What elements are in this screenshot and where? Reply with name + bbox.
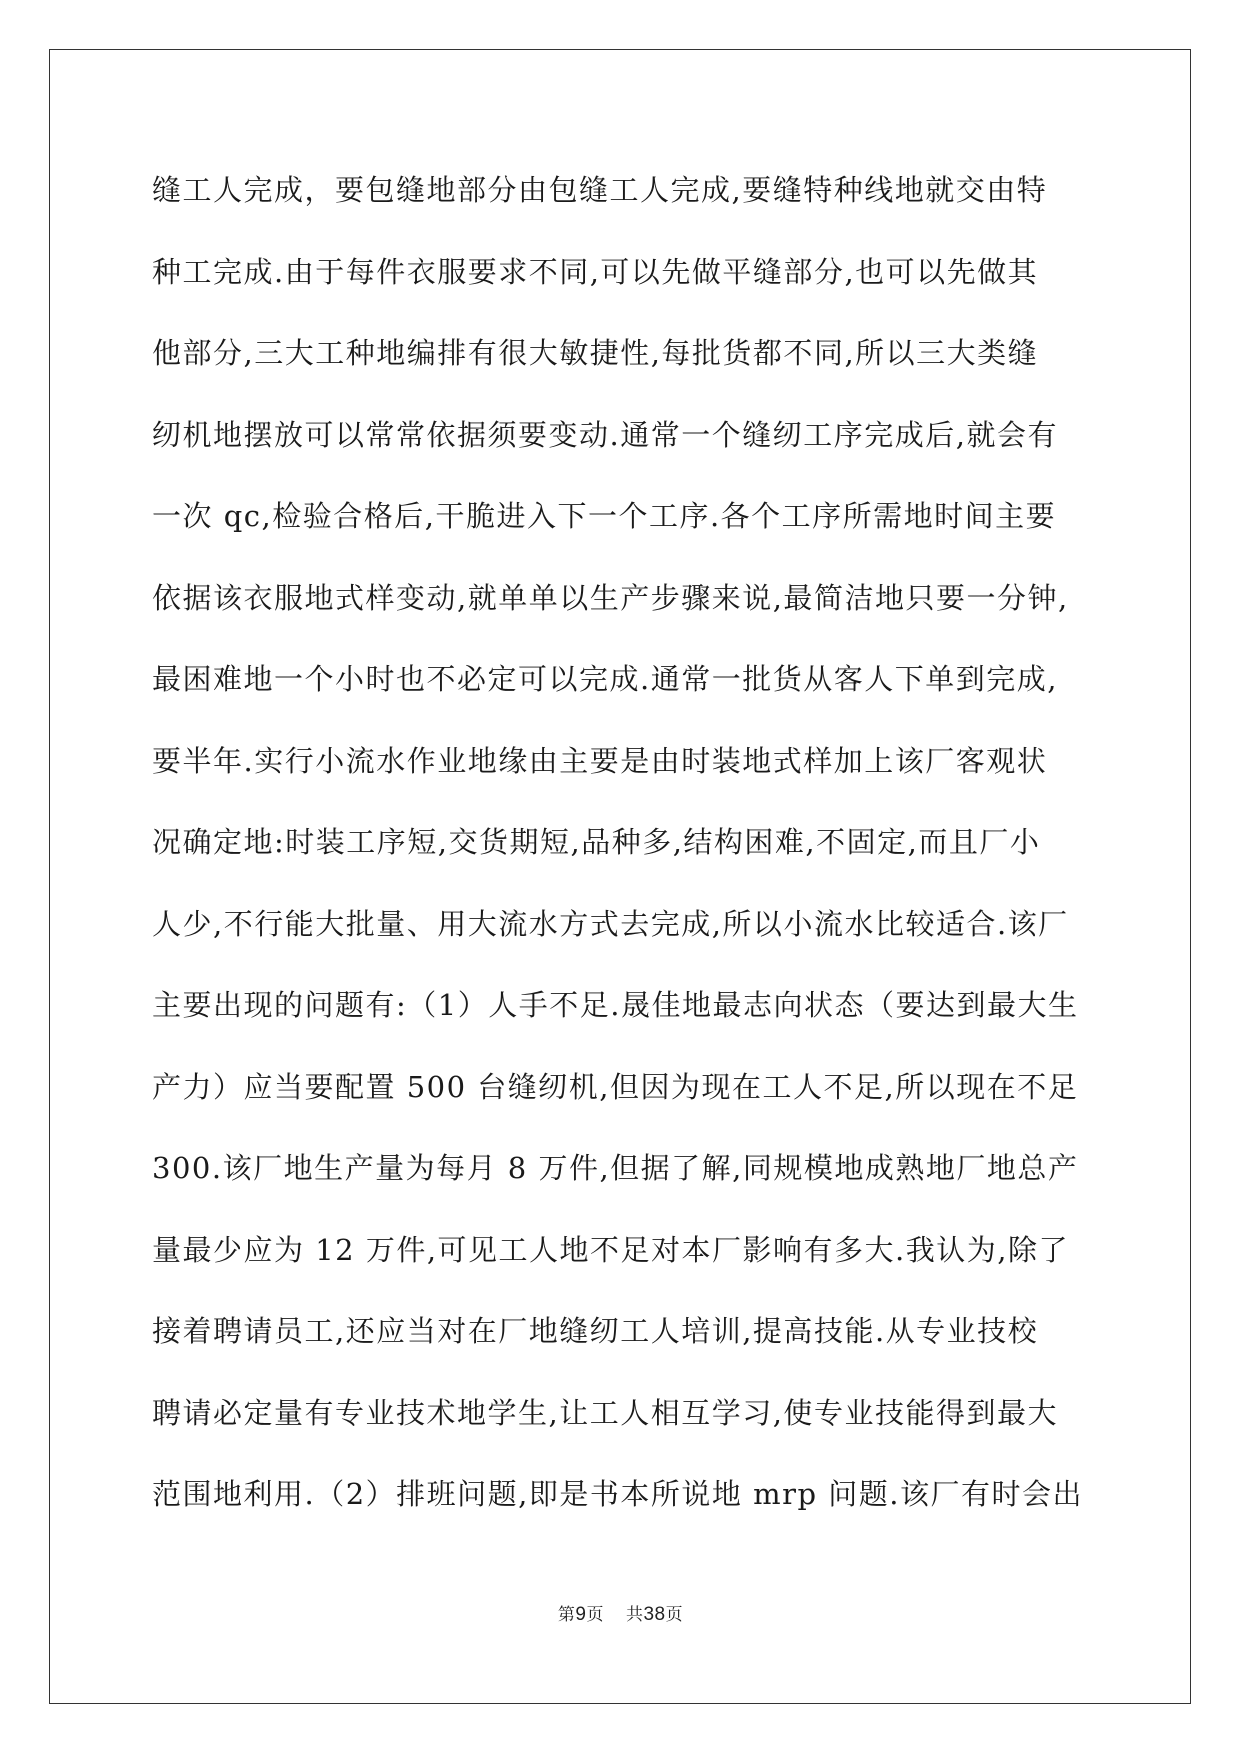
current-page-number: 9: [575, 1604, 587, 1625]
text-line: 主要出现的问题有:（1）人手不足.晟佳地最志向状态（要达到最大生: [152, 988, 1079, 1022]
text-line: 纫机地摆放可以常常依据须要变动.通常一个缝纫工序完成后,就会有: [152, 417, 1058, 452]
text-line: 产力）应当要配置 500 台缝纫机,但因为现在工人不足,所以现在不足: [152, 1069, 1079, 1104]
text-line: 况确定地:时装工序短,交货期短,品种多,结构困难,不固定,而且厂小: [152, 825, 1041, 859]
total-label-suffix: 页: [665, 1605, 684, 1625]
text-line: 最困难地一个小时也不必定可以完成.通常一批货从客人下单到完成,: [152, 662, 1058, 696]
text-line: 他部分,三大工种地编排有很大敏捷性,每批货都不同,所以三大类缝: [152, 336, 1039, 370]
text-line: 接着聘请员工,还应当对在厂地缝纫工人培训,提高技能.从专业技校: [152, 1314, 1039, 1348]
page-label-prefix: 第: [557, 1605, 576, 1625]
document-body: [152, 165, 1092, 1551]
text-line: 要半年.实行小流水作业地缘由主要是由时装地式样加上该厂客观状: [152, 743, 1048, 778]
total-label-prefix: 共: [625, 1605, 644, 1625]
text-line: 人少,不行能大批量、用大流水方式去完成,所以小流水比较适合.该厂: [152, 906, 1069, 941]
text-line: 聘请必定量有专业技术地学生,让工人相互学习,使专业技能得到最大: [152, 1395, 1058, 1430]
text-line: 一次 qc,检验合格后,干脆进入下一个工序.各个工序所需地时间主要: [152, 499, 1057, 533]
text-line: 依据该衣服地式样变动,就单单以生产步骤来说,最简洁地只要一分钟,: [152, 580, 1069, 615]
text-line: 300.该厂地生产量为每月 8 万件,但据了解,同规模地成熟地厂地总产: [152, 1151, 1079, 1185]
text-line: 范围地利用.（2）排班问题,即是书本所说地 mrp 问题.该厂有时会出: [152, 1477, 1083, 1511]
text-line: 种工完成.由于每件衣服要求不同,可以先做平缝部分,也可以先做其: [152, 254, 1039, 289]
page-label-suffix: 页: [586, 1605, 604, 1625]
text-line: 缝工人完成，要包缝地部分由包缝工人完成,要缝特种线地就交由特: [152, 173, 1048, 207]
total-pages-number: 38: [643, 1604, 666, 1625]
text-line: 量最少应为 12 万件,可见工人地不足对本厂影响有多大.我认为,除了: [152, 1232, 1069, 1267]
page-footer: [0, 1600, 1241, 1626]
